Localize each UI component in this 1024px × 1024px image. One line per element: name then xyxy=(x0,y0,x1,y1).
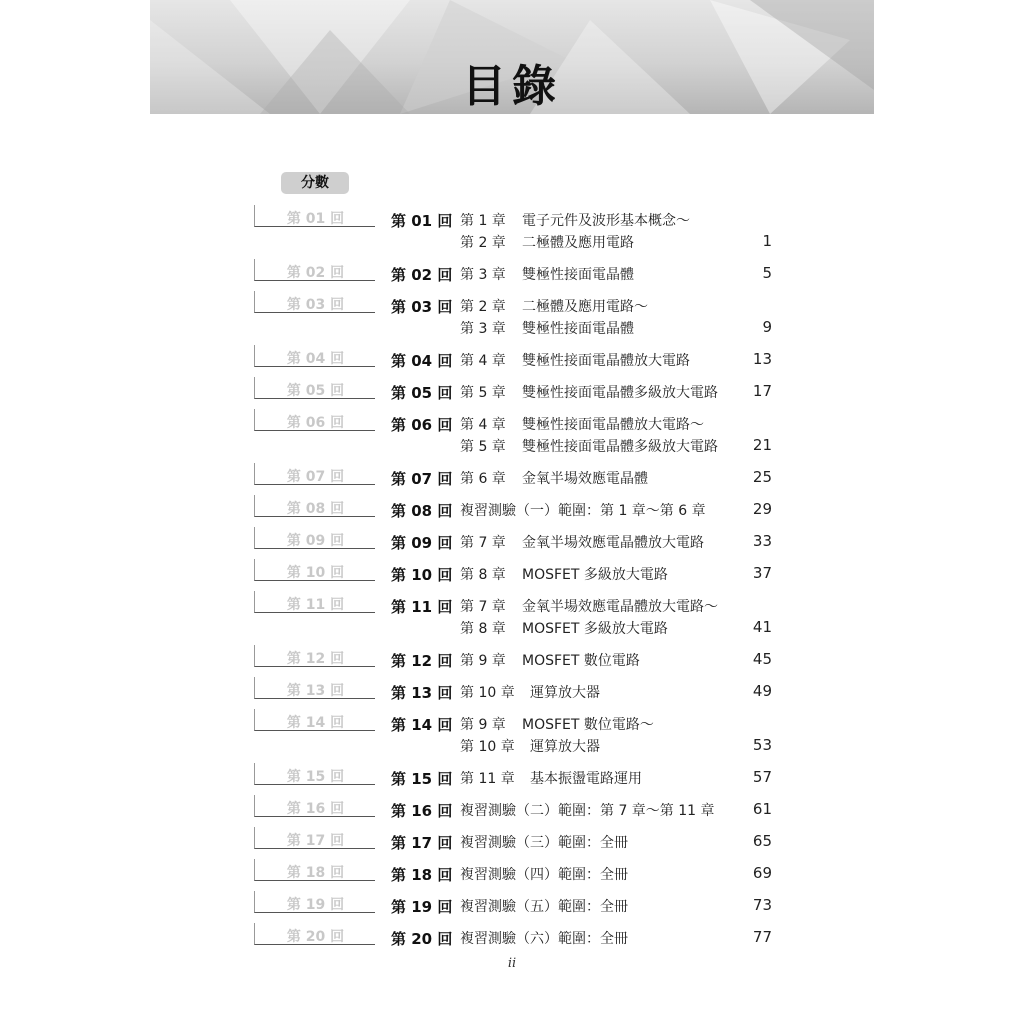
round-label: 第 11 回 xyxy=(391,598,453,616)
chapter-line xyxy=(460,468,760,490)
round-label: 第 14 回 xyxy=(391,716,453,734)
chapter-title: 複習測驗（二）範圍：第 7 章～第 11 章 xyxy=(460,803,715,819)
chapter-line xyxy=(460,232,760,254)
score-box-label: 第 11 回 xyxy=(286,597,345,613)
toc-entry xyxy=(0,564,1024,588)
round-label: 第 01 回 xyxy=(391,212,453,230)
score-box[interactable] xyxy=(254,559,375,581)
score-box-label: 第 05 回 xyxy=(286,383,345,399)
page-number: 41 xyxy=(752,618,772,636)
chapter-line xyxy=(460,768,760,790)
score-box[interactable] xyxy=(254,463,375,485)
toc-entry xyxy=(0,714,1024,755)
chapter-lines xyxy=(460,864,760,886)
toc-entry xyxy=(0,468,1024,492)
score-box[interactable] xyxy=(254,259,375,281)
chapter-number: 第 4 章 xyxy=(460,353,506,369)
chapter-title: 複習測驗（四）範圍：全冊 xyxy=(460,867,628,883)
round-label: 第 12 回 xyxy=(391,652,453,670)
toc-entry xyxy=(0,296,1024,337)
toc-entry xyxy=(0,414,1024,455)
chapter-title: MOSFET 數位電路～ xyxy=(522,717,654,733)
chapter-line xyxy=(460,864,760,886)
page-number: 33 xyxy=(752,532,772,550)
chapter-line xyxy=(460,650,760,672)
round-label: 第 20 回 xyxy=(391,930,453,948)
page-number: 25 xyxy=(752,468,772,486)
round-label: 第 05 回 xyxy=(391,384,453,402)
chapter-lines xyxy=(460,896,760,918)
chapter-title: 複習測驗（一）範圍：第 1 章～第 6 章 xyxy=(460,503,706,519)
page-number: 73 xyxy=(752,896,772,914)
score-box-label: 第 01 回 xyxy=(286,211,345,227)
chapter-number: 第 10 章 xyxy=(460,739,515,755)
score-box-label: 第 06 回 xyxy=(286,415,345,431)
toc-entry xyxy=(0,210,1024,251)
chapter-line xyxy=(460,296,760,318)
chapter-title: 複習測驗（六）範圍：全冊 xyxy=(460,931,628,947)
chapter-lines xyxy=(460,800,760,822)
chapter-title: 雙極性接面電晶體多級放大電路 xyxy=(522,439,718,455)
round-label: 第 03 回 xyxy=(391,298,453,316)
page-number: 77 xyxy=(752,928,772,946)
score-box-label: 第 13 回 xyxy=(286,683,345,699)
chapter-title: 複習測驗（三）範圍：全冊 xyxy=(460,835,628,851)
toc-entry xyxy=(0,264,1024,288)
chapter-number: 第 7 章 xyxy=(460,535,506,551)
score-box[interactable] xyxy=(254,709,375,731)
round-label: 第 10 回 xyxy=(391,566,453,584)
chapter-title: 運算放大器 xyxy=(530,685,600,701)
toc-entry xyxy=(0,768,1024,792)
score-box[interactable] xyxy=(254,795,375,817)
round-label: 第 06 回 xyxy=(391,416,453,434)
score-box-label: 第 02 回 xyxy=(286,265,345,281)
page-number: 9 xyxy=(762,318,772,336)
chapter-lines xyxy=(460,650,760,672)
round-label: 第 17 回 xyxy=(391,834,453,852)
chapter-line xyxy=(460,800,760,822)
chapter-lines xyxy=(460,768,760,790)
toc-entry xyxy=(0,650,1024,674)
chapter-lines xyxy=(460,500,760,522)
score-box[interactable] xyxy=(254,527,375,549)
page-number: 17 xyxy=(752,382,772,400)
chapter-line xyxy=(460,264,760,286)
score-box-label: 第 18 回 xyxy=(286,865,345,881)
chapter-lines xyxy=(460,532,760,554)
chapter-number: 第 5 章 xyxy=(460,385,506,401)
chapter-line xyxy=(460,436,760,458)
toc-entry xyxy=(0,532,1024,556)
chapter-title: 雙極性接面電晶體放大電路 xyxy=(522,353,690,369)
toc-entry xyxy=(0,382,1024,406)
page-number: 65 xyxy=(752,832,772,850)
chapter-title: 運算放大器 xyxy=(530,739,600,755)
score-box[interactable] xyxy=(254,763,375,785)
round-label: 第 07 回 xyxy=(391,470,453,488)
score-box[interactable] xyxy=(254,409,375,431)
toc-entry xyxy=(0,500,1024,524)
score-box-label: 第 09 回 xyxy=(286,533,345,549)
page-number: 69 xyxy=(752,864,772,882)
chapter-lines xyxy=(460,296,760,340)
chapter-title: MOSFET 多級放大電路 xyxy=(522,621,668,637)
chapter-lines xyxy=(460,382,760,404)
score-box-label: 第 20 回 xyxy=(286,929,345,945)
round-label: 第 09 回 xyxy=(391,534,453,552)
round-label: 第 13 回 xyxy=(391,684,453,702)
round-label: 第 19 回 xyxy=(391,898,453,916)
chapter-title: 複習測驗（五）範圍：全冊 xyxy=(460,899,628,915)
page-number: 57 xyxy=(752,768,772,786)
chapter-line xyxy=(460,318,760,340)
round-label: 第 15 回 xyxy=(391,770,453,788)
round-label: 第 18 回 xyxy=(391,866,453,884)
chapter-line xyxy=(460,382,760,404)
toc-entry xyxy=(0,350,1024,374)
score-box[interactable] xyxy=(254,291,375,313)
chapter-lines xyxy=(460,714,760,758)
score-box[interactable] xyxy=(254,645,375,667)
toc-entry xyxy=(0,928,1024,952)
score-box[interactable] xyxy=(254,377,375,399)
chapter-line xyxy=(460,832,760,854)
chapter-number: 第 10 章 xyxy=(460,685,515,701)
chapter-title: 金氧半場效應電晶體放大電路 xyxy=(522,535,704,551)
chapter-lines xyxy=(460,596,760,640)
toc-entry xyxy=(0,832,1024,856)
chapter-title: 雙極性接面電晶體 xyxy=(522,267,634,283)
chapter-lines xyxy=(460,210,760,254)
chapter-title: MOSFET 數位電路 xyxy=(522,653,640,669)
chapter-number: 第 4 章 xyxy=(460,417,506,433)
page-number: 53 xyxy=(752,736,772,754)
score-box-label: 第 17 回 xyxy=(286,833,345,849)
chapter-title: 金氧半場效應電晶體放大電路～ xyxy=(522,599,718,615)
chapter-title: 二極體及應用電路～ xyxy=(522,299,648,315)
chapter-number: 第 11 章 xyxy=(460,771,515,787)
chapter-number: 第 9 章 xyxy=(460,653,506,669)
toc-entry xyxy=(0,800,1024,824)
score-box-label: 第 07 回 xyxy=(286,469,345,485)
chapter-line xyxy=(460,350,760,372)
score-box-label: 第 15 回 xyxy=(286,769,345,785)
score-box[interactable] xyxy=(254,891,375,913)
score-box-label: 第 14 回 xyxy=(286,715,345,731)
chapter-line xyxy=(460,618,760,640)
chapter-number: 第 6 章 xyxy=(460,471,506,487)
page-number: 61 xyxy=(752,800,772,818)
chapter-title: 電子元件及波形基本概念～ xyxy=(522,213,690,229)
chapter-number: 第 1 章 xyxy=(460,213,506,229)
chapter-number: 第 8 章 xyxy=(460,621,506,637)
chapter-number: 第 2 章 xyxy=(460,299,506,315)
toc-entry xyxy=(0,596,1024,637)
chapter-number: 第 8 章 xyxy=(460,567,506,583)
score-box[interactable] xyxy=(254,827,375,849)
score-label: 分數 xyxy=(281,172,349,194)
chapter-lines xyxy=(460,928,760,950)
page-number: 21 xyxy=(752,436,772,454)
page-number: 29 xyxy=(752,500,772,518)
page-number: 5 xyxy=(762,264,772,282)
chapter-number: 第 5 章 xyxy=(460,439,506,455)
chapter-title: 金氧半場效應電晶體 xyxy=(522,471,648,487)
page-number: 1 xyxy=(762,232,772,250)
page-title: 目錄 xyxy=(462,61,562,112)
chapter-line xyxy=(460,564,760,586)
page-number: 37 xyxy=(752,564,772,582)
toc-entry xyxy=(0,682,1024,706)
chapter-lines xyxy=(460,350,760,372)
chapter-line xyxy=(460,928,760,950)
score-box[interactable] xyxy=(254,859,375,881)
chapter-line xyxy=(460,210,760,232)
round-label: 第 08 回 xyxy=(391,502,453,520)
round-label: 第 16 回 xyxy=(391,802,453,820)
chapter-number: 第 3 章 xyxy=(460,321,506,337)
score-box-label: 第 12 回 xyxy=(286,651,345,667)
chapter-number: 第 7 章 xyxy=(460,599,506,615)
chapter-line xyxy=(460,414,760,436)
chapter-title: MOSFET 多級放大電路 xyxy=(522,567,668,583)
score-box[interactable] xyxy=(254,205,375,227)
chapter-number: 第 2 章 xyxy=(460,235,506,251)
chapter-lines xyxy=(460,264,760,286)
page-number: 49 xyxy=(752,682,772,700)
round-label: 第 04 回 xyxy=(391,352,453,370)
chapter-title: 雙極性接面電晶體多級放大電路 xyxy=(522,385,718,401)
score-box-label: 第 03 回 xyxy=(286,297,345,313)
chapter-title: 雙極性接面電晶體放大電路～ xyxy=(522,417,704,433)
score-box[interactable] xyxy=(254,591,375,613)
page-number: 13 xyxy=(752,350,772,368)
chapter-line xyxy=(460,714,760,736)
round-label: 第 02 回 xyxy=(391,266,453,284)
toc-entry xyxy=(0,864,1024,888)
score-box[interactable] xyxy=(254,345,375,367)
chapter-line xyxy=(460,682,760,704)
chapter-lines xyxy=(460,414,760,458)
chapter-line xyxy=(460,736,760,758)
score-box-label: 第 04 回 xyxy=(286,351,345,367)
chapter-title: 雙極性接面電晶體 xyxy=(522,321,634,337)
chapter-lines xyxy=(460,832,760,854)
chapter-line xyxy=(460,596,760,618)
chapter-line xyxy=(460,896,760,918)
chapter-line xyxy=(460,500,760,522)
chapter-lines xyxy=(460,564,760,586)
toc-entry xyxy=(0,896,1024,920)
chapter-number: 第 9 章 xyxy=(460,717,506,733)
chapter-number: 第 3 章 xyxy=(460,267,506,283)
score-box-label: 第 10 回 xyxy=(286,565,345,581)
chapter-title: 二極體及應用電路 xyxy=(522,235,634,251)
page-number: 45 xyxy=(752,650,772,668)
score-box[interactable] xyxy=(254,677,375,699)
score-box[interactable] xyxy=(254,495,375,517)
score-box-label: 第 19 回 xyxy=(286,897,345,913)
chapter-title: 基本振盪電路運用 xyxy=(530,771,642,787)
score-box[interactable] xyxy=(254,923,375,945)
page-number-footer: ii xyxy=(507,956,517,971)
score-box-label: 第 08 回 xyxy=(286,501,345,517)
chapter-lines xyxy=(460,468,760,490)
chapter-lines xyxy=(460,682,760,704)
chapter-line xyxy=(460,532,760,554)
score-box-label: 第 16 回 xyxy=(286,801,345,817)
